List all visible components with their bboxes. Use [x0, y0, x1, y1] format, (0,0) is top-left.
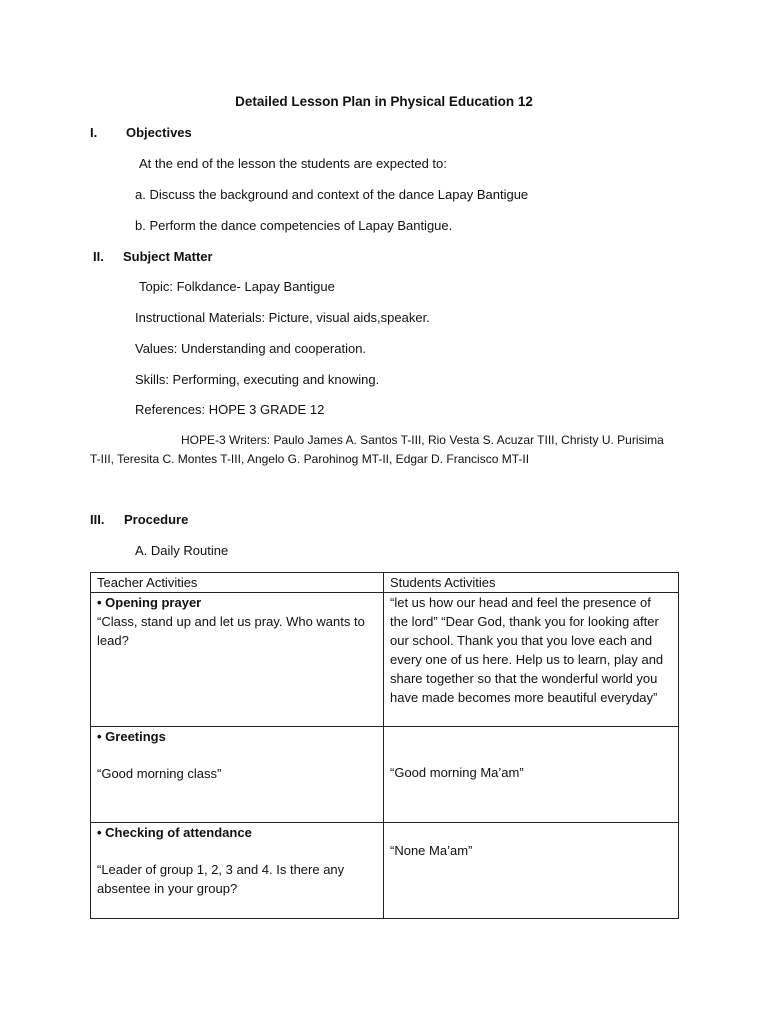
opening-prayer-teacher-text: “Class, stand up and let us pray. Who wants to lead?: [97, 614, 365, 648]
objective-item-b: b. Perform the dance competencies of Lapay Bantigue.: [135, 218, 453, 233]
table-row: [91, 823, 679, 919]
teacher-cell: [91, 727, 384, 823]
attendance-student-text: “None Ma’am”: [390, 843, 473, 858]
references-line: References: HOPE 3 GRADE 12: [135, 402, 325, 417]
teacher-cell: [91, 593, 384, 727]
greetings-teacher-text: “Good morning class”: [97, 766, 222, 781]
daily-routine-heading: A. Daily Routine: [135, 543, 229, 558]
attendance-title: • Checking of attendance: [97, 825, 252, 840]
materials-line: Instructional Materials: Picture, visual aids,speaker.: [135, 310, 430, 325]
daily-routine-table: [90, 572, 679, 919]
topic-line: Topic: Folkdance- Lapay Bantigue: [139, 279, 335, 294]
skills-line: Skills: Performing, executing and knowing.: [135, 372, 380, 387]
attendance-teacher-text: “Leader of group 1, 2, 3 and 4. Is there any absentee in your group?: [97, 862, 345, 896]
writers-line-2: T-III, Teresita C. Montes T-III, Angelo G. Parohinog MT-II, Edgar D. Francisco MT-II: [90, 452, 530, 466]
objectives-number: I.: [90, 125, 98, 140]
table-header-row: [91, 573, 679, 593]
procedure-heading: Procedure: [124, 512, 189, 527]
table-row: [91, 593, 679, 727]
subject-matter-heading: Subject Matter: [123, 249, 213, 264]
teacher-cell: [91, 823, 384, 919]
table-row: [91, 727, 679, 823]
student-cell: [384, 593, 679, 727]
greetings-student-text: “Good morning Ma’am”: [390, 765, 524, 780]
objective-item-a: a. Discuss the background and context of the dance Lapay Bantigue: [135, 187, 529, 202]
greetings-title: • Greetings: [97, 729, 166, 744]
opening-prayer-title: • Opening prayer: [97, 595, 202, 610]
objectives-intro: At the end of the lesson the students are expected to:: [139, 156, 447, 171]
document-title: Detailed Lesson Plan in Physical Education 12: [235, 94, 533, 109]
objectives-heading: Objectives: [126, 125, 192, 140]
students-activities-header: Students Activities: [384, 573, 679, 593]
teacher-activities-header: Teacher Activities: [91, 573, 384, 593]
opening-prayer-student-text: “let us how our head and feel the presence of the lord” “Dear God, thank you for looking after our school. Thank you that you love each and every one of us here. Help us to learn, play and share together so that the wonderful world you have made becomes more beautiful everyday”: [390, 595, 664, 705]
writers-line-1: HOPE-3 Writers: Paulo James A. Santos T-III, Rio Vesta S. Acuzar TIII, Christy U. Purisima: [181, 433, 664, 447]
procedure-number: III.: [90, 512, 105, 527]
subject-matter-number: II.: [93, 249, 104, 264]
student-cell: [384, 727, 679, 823]
student-cell: [384, 823, 679, 919]
values-line: Values: Understanding and cooperation.: [135, 341, 367, 356]
